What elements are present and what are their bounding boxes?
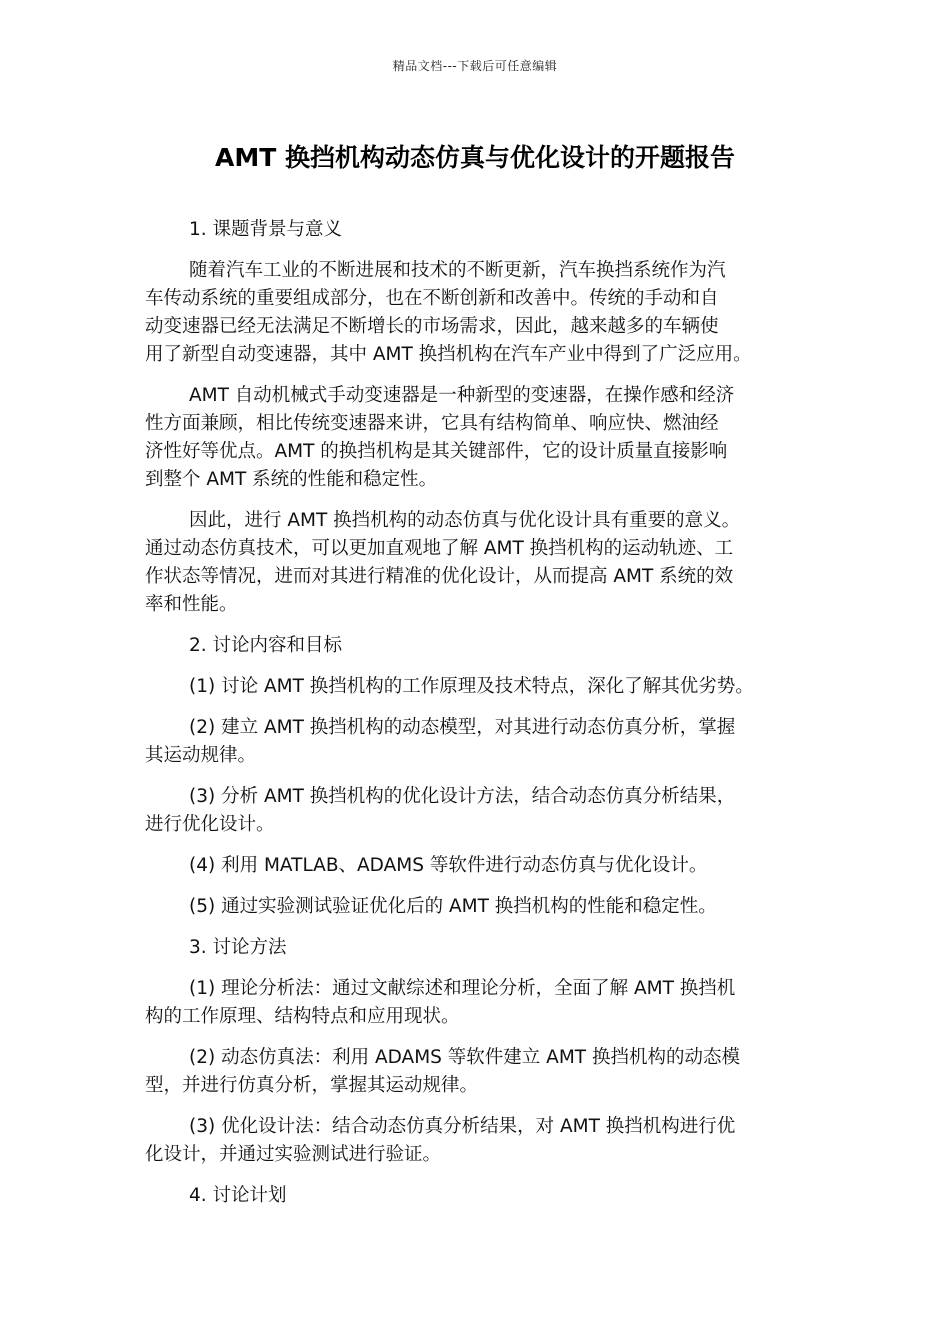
paragraph-line: (5) 通过实验测试验证优化后的 AMT 换挡机构的性能和稳定性。 (189, 896, 717, 917)
section-heading (145, 934, 810, 962)
list-item (145, 1044, 810, 1100)
heading-text: 4. 讨论计划 (189, 1185, 287, 1206)
heading-text: 2. 讨论内容和目标 (189, 635, 343, 656)
paragraph-line: AMT 自动机械式手动变速器是一种新型的变速器，在操作感和经济 (189, 385, 735, 406)
heading-text: 3. 讨论方法 (189, 937, 287, 958)
paragraph-line: 因此，进行 AMT 换挡机构的动态仿真与优化设计具有重要的意义。 (189, 510, 741, 531)
paragraph (145, 382, 810, 494)
paragraph-line: 通过动态仿真技术，可以更加直观地了解 AMT 换挡机构的运动轨迹、工 (145, 538, 734, 559)
paragraph-line: (1) 理论分析法：通过文献综述和理论分析，全面了解 AMT 换挡机 (189, 978, 736, 999)
paragraph-line: 到整个 AMT 系统的性能和稳定性。 (145, 469, 438, 490)
page-header: 精品文档---下载后可任意编辑 (392, 59, 558, 73)
list-item (145, 975, 810, 1031)
list-item (145, 673, 810, 701)
list-item (145, 714, 810, 770)
paragraph-line: 率和性能。 (145, 594, 238, 615)
document-title: AMT 换挡机构动态仿真与优化设计的开题报告 (215, 143, 735, 172)
paragraph-line: (2) 动态仿真法：利用 ADAMS 等软件建立 AMT 换挡机构的动态模 (189, 1047, 740, 1068)
paragraph (145, 257, 810, 369)
paragraph-line: (3) 分析 AMT 换挡机构的优化设计方法，结合动态仿真分析结果， (189, 786, 736, 807)
section-heading (145, 632, 810, 660)
section-heading (145, 216, 810, 244)
paragraph-line: 其运动规律。 (145, 745, 257, 766)
paragraph-line: (1) 讨论 AMT 换挡机构的工作原理及技术特点，深化了解其优劣势。 (189, 676, 754, 697)
paragraph-line: 型，并进行仿真分析，掌握其运动规律。 (145, 1075, 479, 1096)
paragraph-line: 济性好等优点。AMT 的换挡机构是其关键部件，它的设计质量直接影响 (145, 441, 728, 462)
paragraph-line: 化设计，并通过实验测试进行验证。 (145, 1144, 442, 1165)
paragraph-line: 动变速器已经无法满足不断增长的市场需求，因此，越来越多的车辆使 (145, 316, 719, 337)
paragraph-line: (3) 优化设计法：结合动态仿真分析结果，对 AMT 换挡机构进行优 (189, 1116, 736, 1137)
list-item (145, 783, 810, 839)
document-body (145, 216, 810, 1223)
paragraph-line: 构的工作原理、结构特点和应用现状。 (145, 1006, 460, 1027)
list-item (145, 852, 810, 880)
paragraph-line: (4) 利用 MATLAB、ADAMS 等软件进行动态仿真与优化设计。 (189, 855, 708, 876)
list-item (145, 1113, 810, 1169)
paragraph-line: 进行优化设计。 (145, 814, 275, 835)
paragraph-line: 随着汽车工业的不断进展和技术的不断更新，汽车换挡系统作为汽 (189, 260, 726, 281)
paragraph-line: 性方面兼顾，相比传统变速器来讲，它具有结构简单、响应快、燃油经 (145, 413, 719, 434)
heading-text: 1. 课题背景与意义 (189, 219, 343, 240)
paragraph (145, 507, 810, 619)
paragraph-line: 用了新型自动变速器，其中 AMT 换挡机构在汽车产业中得到了广泛应用。 (145, 344, 752, 365)
paragraph-line: 作状态等情况，进而对其进行精准的优化设计，从而提高 AMT 系统的效 (145, 566, 734, 587)
section-heading (145, 1182, 810, 1210)
paragraph-line: (2) 建立 AMT 换挡机构的动态模型，对其进行动态仿真分析，掌握 (189, 717, 736, 738)
paragraph-line: 车传动系统的重要组成部分，也在不断创新和改善中。传统的手动和自 (145, 288, 719, 309)
list-item (145, 893, 810, 921)
